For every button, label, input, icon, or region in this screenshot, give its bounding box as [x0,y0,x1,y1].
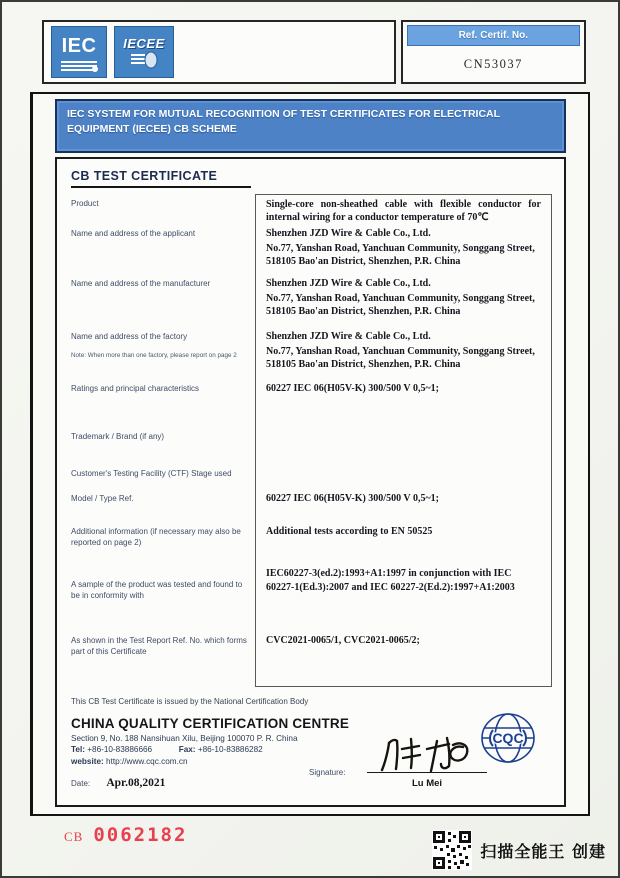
website-value: http://www.cqc.com.cn [106,756,188,766]
field-label-ctf: Customer's Testing Facility (CTF) Stage used [71,469,232,479]
applicant-company: Shenzhen JZD Wire & Cable Co., Ltd. [266,228,431,240]
stamp-prefix: CB [64,829,84,844]
fax-value: +86-10-83886282 [197,745,263,755]
factory-note: Note: When more than one factory, please report on page 2 [71,352,237,360]
field-row-product [57,194,564,224]
test-report-refs: CVC2021-0065/1, CVC2021-0065/2; [266,635,420,647]
field-value-ratings [255,379,552,427]
qr-code-icon [432,830,472,870]
cqc-logo-icon [466,711,550,767]
tel-label: Tel: [71,745,85,755]
field-value-test-report [255,631,552,687]
field-row-ctf [57,464,564,489]
certificate-frame [30,92,590,816]
ref-certif-number: CN53037 [463,56,523,71]
field-label-additional: Additional information (if necessary may also be reported on page 2) [71,527,241,548]
field-value-applicant [255,224,552,274]
factory-label-text: Name and address of the factory [71,332,188,342]
website-label: website: [71,756,104,766]
date-label: Date: [71,779,91,789]
field-row-applicant [57,224,564,274]
field-row-trademark [57,427,564,464]
fax-label: Fax: [178,745,196,755]
scanner-watermark [432,830,606,870]
field-row-ratings [57,379,564,427]
manufacturer-address: No.77, Yanshan Road, Yanchuan Community, Songgang Street, 518105 Bao'an District, Shenzhen, P.R. China [266,292,535,317]
scheme-banner-text: IEC SYSTEM FOR MUTUAL RECOGNITION OF TEST CERTIFICATES FOR ELECTRICAL EQUIPMENT (IECEE) CB SCHEME [67,108,500,135]
iec-logo-text: IEC [61,34,97,57]
field-value-manufacturer [255,274,552,327]
field-row-additional [57,522,564,564]
ref-certif-label: Ref. Certif. No. [407,25,580,46]
signature-label: Signature: [309,768,346,778]
cqc-logo-text: CQC [492,730,524,747]
field-label-factory [57,327,255,379]
certificate-footer [57,687,564,799]
iec-logo-icon [51,26,107,78]
ratings-value: 60227 IEC 06(H05V-K) 300/500 V 0,5~1; [266,383,439,395]
field-value-factory [255,327,552,379]
field-label-conformity: A sample of the product was tested and found to be in conformity with [71,580,243,601]
issuer-note: This CB Test Certificate is issued by the National Certification Body [71,697,309,707]
field-value-product [255,194,552,224]
field-label-product: Product [71,199,99,208]
field-label-model: Model / Type Ref. [71,494,134,504]
signatory-name: Lu Mei [411,778,443,790]
field-row-test-report [57,631,564,687]
date-value: Apr.08,2021 [106,777,166,790]
field-value-model [255,489,552,522]
field-label-manufacturer: Name and address of the manufacturer [71,279,211,289]
additional-value: Additional tests according to EN 50525 [266,526,433,538]
field-value-additional [255,522,552,564]
field-row-conformity [57,564,564,631]
applicant-address: No.77, Yanshan Road, Yanchuan Community, Songgang Street, 518105 Bao'an District, Shenzhen, P.R. China [266,242,535,267]
iec-logo-lines [61,59,97,71]
conformity-standards: IEC60227-3(ed.2):1993+A1:1997 in conjunction with IEC 60227-1(Ed.3):2007 and IEC 60227-2(Ed.2):1997+A1:2003 [266,568,515,593]
scheme-banner [55,99,566,153]
factory-address: No.77, Yanshan Road, Yanchuan Community, Songgang Street, 518105 Bao'an District, Shenzhen, P.R. China [266,345,535,370]
model-value: 60227 IEC 06(H05V-K) 300/500 V 0,5~1; [266,493,439,505]
field-row-model [57,489,564,522]
scanner-watermark-text: 扫描全能王 创建 [480,841,606,861]
field-label-trademark: Trademark / Brand (if any) [71,432,165,442]
product-description: Single-core non-sheathed cable with flexible conductor for internal wiring for a conductor temperature of 70℃ [266,199,541,224]
ncb-address: Section 9, No. 188 Nansihuan Xilu, Beijing 100070 P. R. China [71,733,298,743]
iecee-logo-icon [114,26,174,78]
iecee-logo-text: IECEE [123,35,165,51]
ref-certif-box [401,20,586,84]
field-row-manufacturer [57,274,564,327]
factory-company: Shenzhen JZD Wire & Cable Co., Ltd. [266,331,431,343]
ncb-name: CHINA QUALITY CERTIFICATION CENTRE [71,716,350,732]
logo-box [42,20,396,84]
header-row [42,20,586,84]
field-label-applicant: Name and address of the applicant [71,229,196,239]
iecee-bulb-icon [129,51,159,69]
certificate-body [55,157,566,807]
fields-table [57,194,564,687]
date-row [71,777,165,789]
certificate-title: CB TEST CERTIFICATE [71,169,251,188]
field-row-factory [57,327,564,379]
tel-value: +86-10-83886666 [87,745,153,755]
field-value-conformity [255,564,552,631]
field-label-ratings: Ratings and principal characteristics [71,384,200,394]
field-value-ctf [255,464,552,489]
field-label-test-report: As shown in the Test Report Ref. No. which forms part of this Certificate [71,636,247,657]
stamp-number: 0062182 [93,824,188,846]
manufacturer-company: Shenzhen JZD Wire & Cable Co., Ltd. [266,278,431,290]
field-value-trademark [255,427,552,464]
